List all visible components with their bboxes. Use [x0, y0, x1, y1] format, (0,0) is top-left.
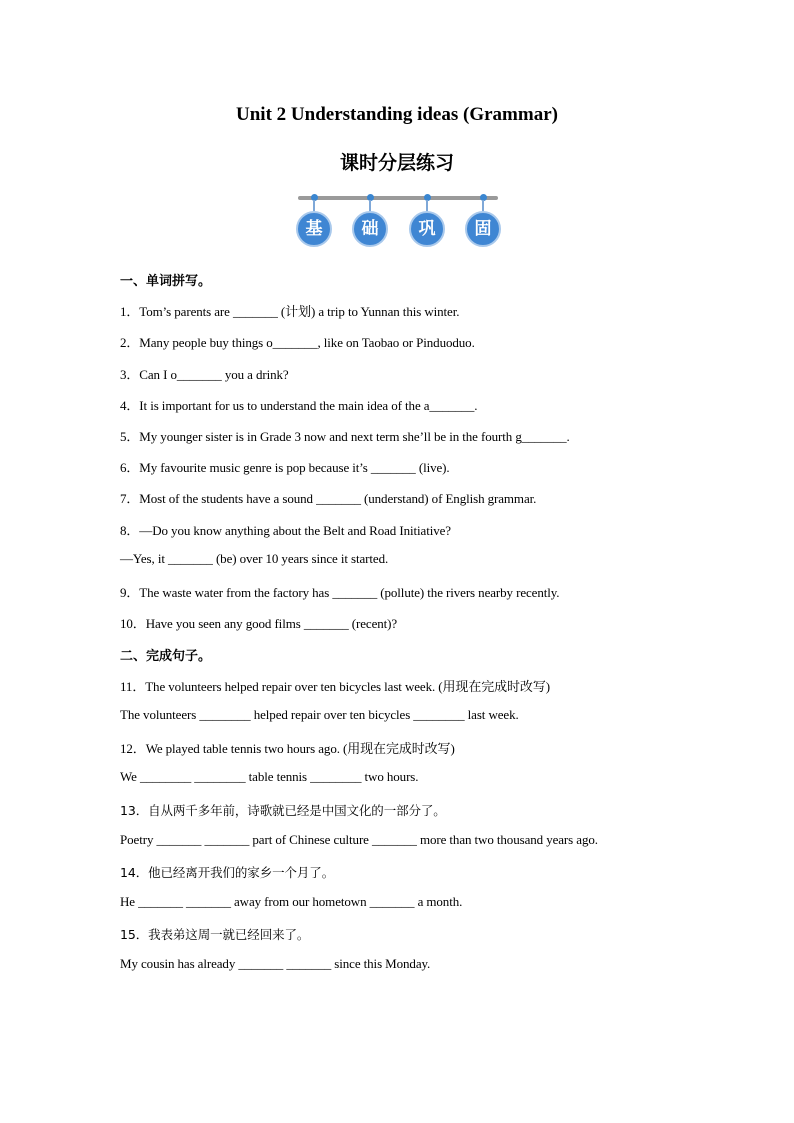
question-2: 2．Many people buy things o_______, like on Taobao or Pinduoduo.: [120, 335, 475, 350]
question-12: 12．We played table tennis two hours ago. (用现在完成时改写): [120, 741, 455, 756]
question-14: 14．他已经离开我们的家乡一个月了。: [120, 865, 335, 880]
question-1: 1．Tom’s parents are _______ (计划) a trip to Yunnan this winter.: [120, 304, 460, 319]
question-8-answer: —Yes, it _______ (be) over 10 years since it started.: [120, 551, 389, 566]
question-11: 11．The volunteers helped repair over ten bicycles last week. (用现在完成时改写): [120, 679, 550, 694]
question-12-blank: We ________ ________ table tennis ________ two hours.: [120, 769, 419, 784]
question-13-blank: Poetry _______ _______ part of Chinese culture _______ more than two thousand years ago.: [120, 832, 598, 847]
question-5: 5．My younger sister is in Grade 3 now and next term she’ll be in the fourth g_______.: [120, 429, 570, 444]
question-9: 9．The waste water from the factory has _______ (pollute) the rivers nearby recently.: [120, 585, 560, 600]
banner-stem: [313, 200, 315, 211]
badge-chu: 础: [352, 211, 388, 247]
banner-rail: [298, 196, 498, 200]
banner-stem: [426, 200, 428, 211]
question-4: 4．It is important for us to understand the main idea of the a_______.: [120, 398, 478, 413]
banner-stem: [482, 200, 484, 211]
question-15: 15．我表弟这周一就已经回来了。: [120, 927, 310, 942]
page-title: Unit 2 Understanding ideas (Grammar): [236, 104, 558, 125]
section-heading-spelling: 一、单词拼写。: [120, 274, 212, 289]
question-6: 6．My favourite music genre is pop because it’s _______ (live).: [120, 460, 450, 475]
question-13: 13．自从两千多年前，诗歌就已经是中国文化的一部分了。: [120, 803, 446, 818]
badge-ji: 基: [296, 211, 332, 247]
question-14-blank: He _______ _______ away from our hometown _______ a month.: [120, 894, 463, 909]
question-11-blank: The volunteers ________ helped repair over ten bicycles ________ last week.: [120, 707, 519, 722]
page-subtitle: 课时分层练习: [339, 152, 454, 174]
question-10: 10．Have you seen any good films _______ (recent)?: [120, 616, 398, 631]
badge-gong: 巩: [409, 211, 445, 247]
question-3: 3．Can I o_______ you a drink?: [120, 367, 289, 382]
question-7: 7．Most of the students have a sound _______ (understand) of English grammar.: [120, 491, 537, 506]
banner-stem: [369, 200, 371, 211]
foundation-banner: [296, 194, 502, 252]
badge-gu: 固: [465, 211, 501, 247]
question-15-blank: My cousin has already _______ _______ since this Monday.: [120, 956, 431, 971]
question-8: 8．—Do you know anything about the Belt and Road Initiative?: [120, 523, 451, 538]
section-heading-sentences: 二、完成句子。: [120, 649, 212, 664]
